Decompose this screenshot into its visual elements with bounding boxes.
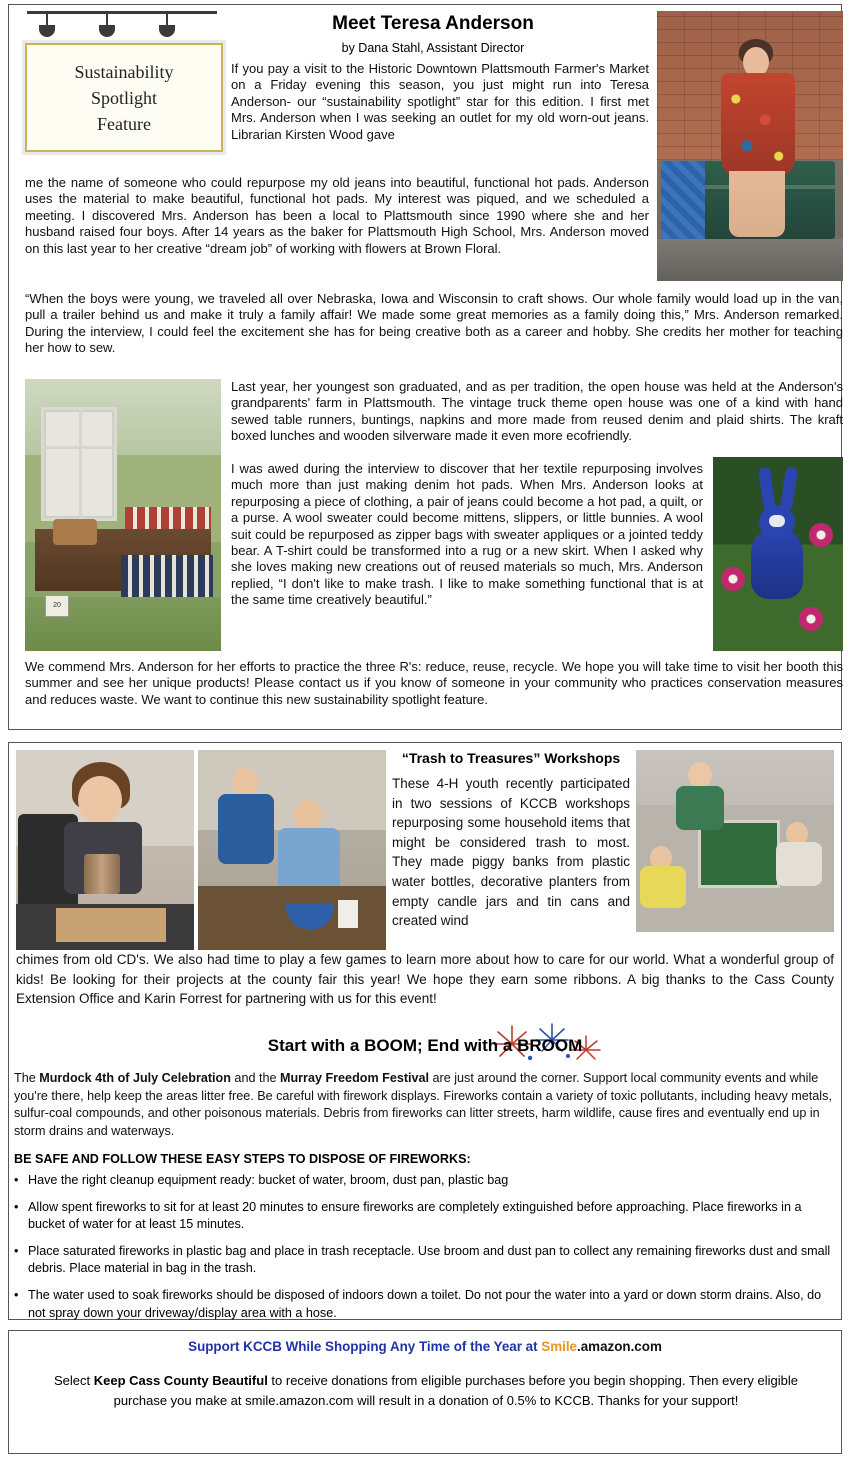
flower [721, 567, 745, 591]
murray-event-name: Murray Freedom Festival [279, 1071, 430, 1085]
child-shirt [676, 786, 724, 830]
amazon-head-pre: Support KCCB While Shopping Any Time of the Year at [188, 1339, 542, 1354]
spotlight-logo-line-2: Spotlight [90, 87, 157, 108]
person-legs [729, 171, 785, 237]
child-head [688, 762, 712, 788]
workshops-paragraph-2: chimes from old CD's. We also had time to play a few games to learn more about how to care for our world. What a wonderful group of kids! Be looking for their projects at the county fair this year! We hope they earn some ribbons. A big thanks to the Cass County Extension Office and Karin Forrest for partnering with us for this event! [16, 952, 834, 1007]
article-byline: by Dana Stahl, Assistant Director [341, 41, 525, 55]
photo-boys-crafting [198, 750, 386, 950]
sidewalk [657, 239, 843, 281]
list-item [14, 1287, 836, 1322]
list-item [14, 1172, 836, 1190]
amazon-body-post: will result in a donation of 0.5% to KCCB. Thanks for your support! [353, 1393, 739, 1408]
lamp-icon [159, 25, 175, 37]
lamp-icon [99, 25, 115, 37]
vintage-window-frame [41, 407, 117, 521]
sustainability-spotlight-panel [8, 4, 842, 730]
child-shirt [640, 866, 686, 908]
amazon-body-pre: Select [53, 1373, 94, 1388]
smile-amazon-link[interactable]: smile.amazon.com [245, 1393, 354, 1408]
article-title: Meet Teresa Anderson [332, 13, 534, 34]
murdock-event-name: Murdock 4th of July Celebration [39, 1071, 231, 1085]
amazon-smile-body [37, 1371, 815, 1411]
child-shirt [218, 794, 274, 864]
flower [799, 607, 823, 631]
article-paragraph-4: I was awed during the interview to discover that her textile repurposing involves much more than just making denim hot pads. When Mrs. Anderson looks at repurposing a piece of clothing, a pair of jeans could become a hot pad, a quilt, or a purse. A wool sweater could become mittens, slippers, or little bunnies. A wool suit could be repurposed as zipper bags with sweater appliques or a jointed teddy bear. A T-shirt could be transformed into a rug or a new skirt. When I asked why she loves making new creations out of reused materials so much, Mrs. Anderson replied, “I don't like to make trash. I like to make something functional that is at the same time creatively beautiful.” [231, 461, 703, 608]
child-head [78, 776, 122, 824]
safety-steps-list [14, 1172, 836, 1331]
bullet-text: Allow spent fireworks to sit for at least 20 minutes to ensure fireworks are completely extinguished before approaching. Place fireworks in a bucket of water for at least 15 minutes. [28, 1199, 802, 1232]
bullet-text: The water used to soak fireworks should be disposed of indoors down a toilet. Do not pour the water into a yard or down storm drains. Also, do not spray down your driveway/display area with a hose. [28, 1287, 822, 1320]
article-paragraph-1a: If you pay a visit to the Historic Downtown Plattsmouth Farmer's Market on a Friday evening this season, you just might run into Teresa Anderson- our “sustainability spotlight” star for this edition. I first met Mrs. Anderson when I was seeking an outlet for my old worn-out jeans. Librarian Kirsten Wood gave [231, 61, 649, 142]
intro-post: are just around the corner. Support local community events and while you're there, help keep the areas litter free. Be careful with firework displays. Fireworks contain a variety of toxic pollutants, including heavy metals, sulfur-coal compounds, and other poisonous materials. Debris from fireworks can litter streets, harm wildlife, cause fires and eventually end up in storm drains and waterways. [14, 1071, 832, 1138]
safety-steps-heading: BE SAFE AND FOLLOW THESE EASY STEPS TO DISPOSE OF FIREWORKS: [14, 1152, 471, 1166]
bunny-face [769, 515, 785, 527]
article-paragraph-5: We commend Mrs. Anderson for her efforts to practice the three R's: reduce, reuse, recycle. We hope you will take time to visit her booth this summer and see her unique products! Please contact us if you know of someone in your community who practices conservation measures and reduces waste. We want to continue this new sustainability spotlight feature. [25, 659, 843, 707]
list-item [14, 1243, 836, 1278]
intro-pre: The [14, 1071, 40, 1085]
article-paragraph-2: “When the boys were young, we traveled all over Nebraska, Iowa and Wisconsin to craft shows. Our whole family would load up in the van, pull a trailer behind us and make it truly a family affair! We made some great memories as a family doing this,” Mrs. Anderson remarked. During the interview, I could feel the excitement she has for being creative both as a career and hobby. She credits her mother for teaching her how to sew. [25, 291, 843, 356]
amazon-body-mid: to receive donations from eligible purchases before you begin shopping. Then every eligible purchase you make at [113, 1373, 799, 1408]
photo-open-house-display [25, 379, 221, 651]
amazon-domain: .amazon.com [577, 1339, 662, 1354]
photo-teresa-anderson [657, 11, 843, 281]
lamp-icon [39, 25, 55, 37]
tin-can-craft [84, 854, 120, 894]
fireworks-intro-paragraph [14, 1070, 834, 1140]
bullet-text: Place saturated fireworks in plastic bag and place in trash receptacle. Use broom and dust pan to collect any remaining fireworks dust and small debris. Place material in bag in the trash. [28, 1243, 831, 1276]
intro-mid: and the [230, 1071, 280, 1085]
plaid-blanket [121, 555, 213, 599]
photo-kids-playing-game [636, 750, 834, 932]
flower [809, 523, 833, 547]
bunny-ear-right [780, 466, 798, 511]
photo-girl-with-tin-can [16, 750, 194, 950]
workshops-title: “Trash to Treasures” Workshops [401, 750, 621, 766]
board-game [698, 820, 780, 888]
spotlight-logo-line-3: Feature [97, 113, 151, 134]
spotlight-logo-line-1: Sustainability [74, 61, 174, 82]
article-paragraph-1b: me the name of someone who could repurpose my old jeans into beautiful, functional hot pads. Anderson uses the material to make beautiful, functional hot pads. My interest was piqued, and we scheduled a meeting. I discovered Mrs. Anderson has been a local to Plattsmouth since 1990 where she and her husband raised four boys. After 14 years as the baker for Plattsmouth High School, Mrs. Anderson moved on this last year to her creative “dream job” of working with flowers at Brown Floral. [25, 175, 649, 256]
amazon-smile-panel [8, 1330, 842, 1454]
amazon-smile-heading [19, 1339, 831, 1354]
lamp-rail [27, 11, 217, 14]
paper-cup [338, 900, 358, 928]
article-paragraph-3: Last year, her youngest son graduated, and as per tradition, the open house was held at the Anderson's grandparents' farm in Plattsmouth. The vintage truck theme open house was one of a kind with hand sewed table runners, buntings, napkins and more made from reused denim and plaid shirts. The kraft boxed lunches and wooden silverware made it even more ecofriendly. [231, 379, 843, 444]
track-lighting-decoration [21, 11, 227, 41]
cardboard-box [56, 908, 166, 942]
organization-name: Keep Cass County Beautiful [93, 1373, 268, 1388]
photo-blue-wool-bunny [713, 457, 843, 651]
bullet-text: Have the right cleanup equipment ready: bucket of water, broom, dust pan, plastic bag [28, 1173, 509, 1187]
list-item [14, 1199, 836, 1234]
child-head [294, 800, 322, 830]
person-dress [721, 73, 795, 177]
basket [53, 519, 97, 545]
photo-number-tag: 20 [45, 595, 69, 617]
child-head [232, 768, 258, 796]
fireworks-section-title: Start with a BOOM; End with a BROOM [267, 1036, 583, 1055]
spotlight-feature-logo [25, 43, 223, 152]
smile-wordmark: Smile [541, 1339, 578, 1354]
denim-blanket [661, 161, 705, 245]
child-shirt [776, 842, 822, 886]
workshops-paragraph-1: These 4-H youth recently participated in two sessions of KCCB workshops repurposing some household items that might be considered trash to most. They made piggy banks from plastic water bottles, decorative planters from empty candle jars and tin cans and created wind [392, 776, 630, 929]
